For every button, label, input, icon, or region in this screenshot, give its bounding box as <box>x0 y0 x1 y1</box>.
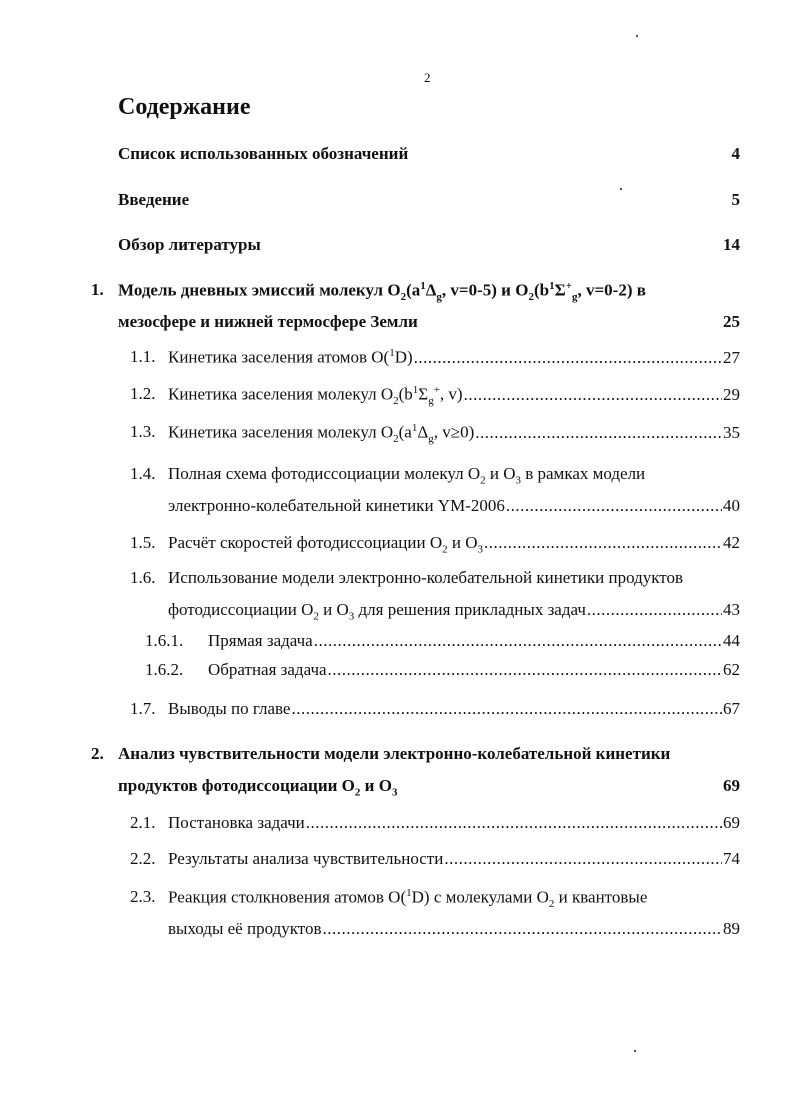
entry-title <box>168 464 645 486</box>
subscript: 3 <box>348 610 355 623</box>
entry-lines <box>145 660 740 692</box>
toc-entry-introduction[interactable] <box>118 190 740 222</box>
title-text: и O <box>318 600 349 619</box>
entry-line <box>208 660 740 692</box>
title-text: Анализ чувствительности модели электронно-колебательной кинетики <box>118 744 671 763</box>
title-text: Кинетика заселения молекул O <box>168 384 394 404</box>
title-text: , v) <box>439 384 463 404</box>
entry-page-number: 69 <box>723 813 740 832</box>
title-text: Модель дневных эмиссий молекул O <box>118 280 401 300</box>
title-text: Δ <box>417 422 429 442</box>
entry-lines <box>130 887 740 951</box>
title-text: Σ <box>554 280 566 300</box>
toc-entry-1-6-1[interactable] <box>145 631 740 663</box>
entry-number: 1.3. <box>130 422 156 441</box>
entry-title <box>168 699 290 719</box>
subscript: 2 <box>313 610 319 623</box>
scan-speck <box>620 188 622 190</box>
toc-entry-2-1[interactable] <box>130 813 740 845</box>
entry-line <box>168 849 740 881</box>
entry-line <box>168 422 740 454</box>
entry-lines <box>118 235 740 267</box>
superscript: 1 <box>549 280 555 292</box>
title-text: , v=0-5) и O <box>441 280 529 300</box>
entry-line <box>208 631 740 663</box>
entry-lines <box>130 347 740 379</box>
entry-title <box>168 533 483 555</box>
title-text: электронно-колебательной кинетики YM-2006 <box>168 496 505 515</box>
entry-lines <box>118 144 740 176</box>
title-text: Постановка задачи <box>168 813 305 832</box>
entry-number: 1.6.1. <box>145 631 184 650</box>
dot-leader <box>314 631 722 651</box>
entry-title <box>168 919 322 939</box>
entry-line <box>118 744 740 776</box>
toc-entry-2-3[interactable] <box>130 887 740 951</box>
entry-line <box>118 190 740 222</box>
entry-page-number: 25 <box>723 312 740 331</box>
entry-number: 1.5. <box>130 533 156 552</box>
dot-leader <box>306 813 722 833</box>
subscript: g <box>428 395 434 408</box>
superscript: 1 <box>411 422 418 434</box>
title-text: Обратная задача <box>208 660 327 679</box>
entry-page-number: 43 <box>723 600 740 619</box>
title-text: продуктов фотодиссоциации O <box>118 776 355 795</box>
entry-title <box>168 422 474 445</box>
entry-number: 1.6.2. <box>145 660 184 679</box>
title-text: (a <box>406 280 421 300</box>
entry-page-number: 62 <box>723 660 740 679</box>
entry-number: 1.1. <box>130 347 156 366</box>
toc-entry-1-6-2[interactable] <box>145 660 740 692</box>
entry-lines <box>91 744 740 808</box>
toc-entry-literature-review[interactable] <box>118 235 740 267</box>
entry-page-number: 4 <box>731 144 740 163</box>
entry-title <box>168 887 647 910</box>
entry-number: 2.3. <box>130 887 156 906</box>
title-text: Расчёт скоростей фотодиссоциации O <box>168 533 443 552</box>
entry-number: 2.1. <box>130 813 156 832</box>
title-text: Выводы по главе <box>168 699 291 718</box>
entry-page-number: 42 <box>723 533 740 552</box>
entry-line <box>168 464 740 496</box>
entry-line <box>168 699 740 731</box>
toc-entry-1-3[interactable] <box>130 422 740 454</box>
entry-title <box>168 347 413 368</box>
subscript: 2 <box>528 291 534 304</box>
entry-title <box>118 144 408 164</box>
entry-lines <box>130 568 740 632</box>
entry-number: 1. <box>91 280 104 299</box>
entry-line <box>118 144 740 176</box>
entry-line <box>118 776 740 808</box>
title-text: Кинетика заселения молекул O <box>168 422 394 442</box>
entry-lines <box>130 699 740 731</box>
title-text: мезосфере и нижней термосфере Земли <box>118 312 418 331</box>
subscript: 2 <box>548 898 555 911</box>
toc-entry-chapter-1[interactable] <box>91 280 740 344</box>
title-text: (a <box>398 422 412 442</box>
entry-page-number: 35 <box>723 422 740 442</box>
title-text: в рамках модели <box>520 464 646 483</box>
entry-page-number: 27 <box>723 347 740 367</box>
dot-leader <box>328 660 722 680</box>
entry-title <box>118 776 397 798</box>
entry-lines <box>130 464 740 528</box>
dot-leader <box>444 849 722 869</box>
superscript: 1 <box>406 887 412 899</box>
entry-lines <box>130 813 740 845</box>
title-text: Обзор литературы <box>118 235 261 254</box>
toc-entry-2-2[interactable] <box>130 849 740 881</box>
dot-leader <box>414 348 722 368</box>
entry-lines <box>130 849 740 881</box>
entry-title <box>168 384 463 407</box>
entry-title <box>168 813 305 833</box>
entry-number: 2.2. <box>130 849 156 868</box>
subscript: g <box>436 291 442 304</box>
title-text: фотодиссоциации O <box>168 600 314 619</box>
scan-speck <box>634 1050 636 1052</box>
title-text: , v=0-2) в <box>577 280 646 300</box>
title-text: (b <box>398 384 413 404</box>
entry-page-number: 67 <box>723 699 740 718</box>
entry-lines <box>118 190 740 222</box>
title-text: Использование модели электронно-колебательной кинетики продуктов <box>168 568 683 587</box>
toc-entry-1-2[interactable] <box>130 384 740 416</box>
entry-line <box>118 280 740 312</box>
entry-line <box>118 312 740 344</box>
toc-entry-1-7[interactable] <box>130 699 740 731</box>
toc-entry-1-1[interactable] <box>130 347 740 379</box>
entry-page-number: 74 <box>723 849 740 868</box>
entry-title <box>168 568 683 588</box>
dot-leader <box>291 699 722 719</box>
subscript: 3 <box>391 786 398 799</box>
entry-lines <box>130 384 740 416</box>
title-text: Реакция столкновения атомов O( <box>168 887 407 907</box>
entry-page-number: 40 <box>723 496 740 515</box>
title-text: для решения прикладных задач <box>354 600 586 619</box>
entry-line <box>168 813 740 845</box>
entry-line <box>168 568 740 600</box>
title-text: Результаты анализа чувствительности <box>168 849 444 868</box>
entry-title <box>168 600 586 622</box>
entry-page-number: 44 <box>723 631 740 650</box>
title-text: Введение <box>118 190 190 209</box>
entry-lines <box>130 533 740 565</box>
entry-number: 1.6. <box>130 568 156 587</box>
title-text: Σ <box>418 384 429 404</box>
entry-line <box>168 384 740 416</box>
subscript: 2 <box>393 433 399 446</box>
entry-title <box>168 496 505 516</box>
title-text: Прямая задача <box>208 631 313 650</box>
dot-leader <box>506 496 722 516</box>
entry-line <box>168 347 740 379</box>
title-text: Полная схема фотодиссоциации молекул O <box>168 464 481 483</box>
title-text: (b <box>533 280 550 300</box>
entry-line <box>168 533 740 565</box>
superscript: + <box>433 384 440 396</box>
entry-page-number: 89 <box>723 919 740 938</box>
dot-leader <box>475 423 722 443</box>
subscript: g <box>571 291 578 304</box>
title-text: Δ <box>425 280 437 300</box>
entry-lines <box>91 280 740 344</box>
title-text: D) с молекулами O <box>411 887 549 907</box>
entry-number: 1.4. <box>130 464 156 483</box>
title-text: и квантовые <box>554 887 648 907</box>
entry-title <box>118 744 670 764</box>
entry-line <box>168 600 740 632</box>
entry-title <box>118 235 261 255</box>
subscript: 2 <box>354 786 361 799</box>
entry-title <box>118 280 646 303</box>
title-text: и O <box>485 464 516 483</box>
entry-title <box>168 849 443 869</box>
entry-number: 2. <box>91 744 104 763</box>
subscript: 2 <box>400 291 407 304</box>
toc-entry-1-4[interactable] <box>130 464 740 528</box>
title-text: D) <box>394 347 413 367</box>
entry-title <box>118 312 418 332</box>
superscript: + <box>565 280 572 292</box>
subscript: 3 <box>477 543 483 556</box>
subscript: 2 <box>393 395 399 408</box>
entry-lines <box>145 631 740 663</box>
entry-title <box>208 660 327 680</box>
toc-title: Содержание <box>118 94 251 120</box>
toc-entry-1-6[interactable] <box>130 568 740 632</box>
title-text: Кинетика заселения атомов O( <box>168 347 390 367</box>
subscript: 3 <box>515 474 521 487</box>
superscript: 1 <box>389 347 395 359</box>
entry-page-number: 14 <box>723 235 740 254</box>
entry-title <box>208 631 313 651</box>
title-text: выходы её продуктов <box>168 919 322 938</box>
superscript: 1 <box>412 384 419 396</box>
entry-line <box>168 496 740 528</box>
subscript: 2 <box>480 474 486 487</box>
entry-title <box>118 190 189 210</box>
page-number: 2 <box>424 70 431 85</box>
title-text: Список использованных обозначений <box>118 144 409 163</box>
superscript: 1 <box>420 280 426 292</box>
subscript: 2 <box>442 543 448 556</box>
entry-line <box>118 235 740 267</box>
entry-page-number: 69 <box>723 776 740 795</box>
entry-line <box>168 919 740 951</box>
title-text: и O <box>447 533 478 552</box>
dot-leader <box>484 533 722 553</box>
entry-number: 1.2. <box>130 384 156 403</box>
toc-entry-chapter-2[interactable] <box>91 744 740 808</box>
entry-lines <box>130 422 740 454</box>
dot-leader <box>464 385 722 405</box>
dot-leader <box>587 600 722 620</box>
title-text: , v≥0) <box>433 422 475 442</box>
entry-line <box>168 887 740 919</box>
entry-page-number: 5 <box>731 190 740 209</box>
entry-page-number: 29 <box>723 384 740 404</box>
dot-leader <box>323 919 723 939</box>
title-text: и O <box>360 776 392 795</box>
entry-number: 1.7. <box>130 699 156 718</box>
subscript: g <box>428 433 434 446</box>
scan-speck <box>636 35 638 37</box>
toc-entry-1-5[interactable] <box>130 533 740 565</box>
toc-entry-abbreviations[interactable] <box>118 144 740 176</box>
